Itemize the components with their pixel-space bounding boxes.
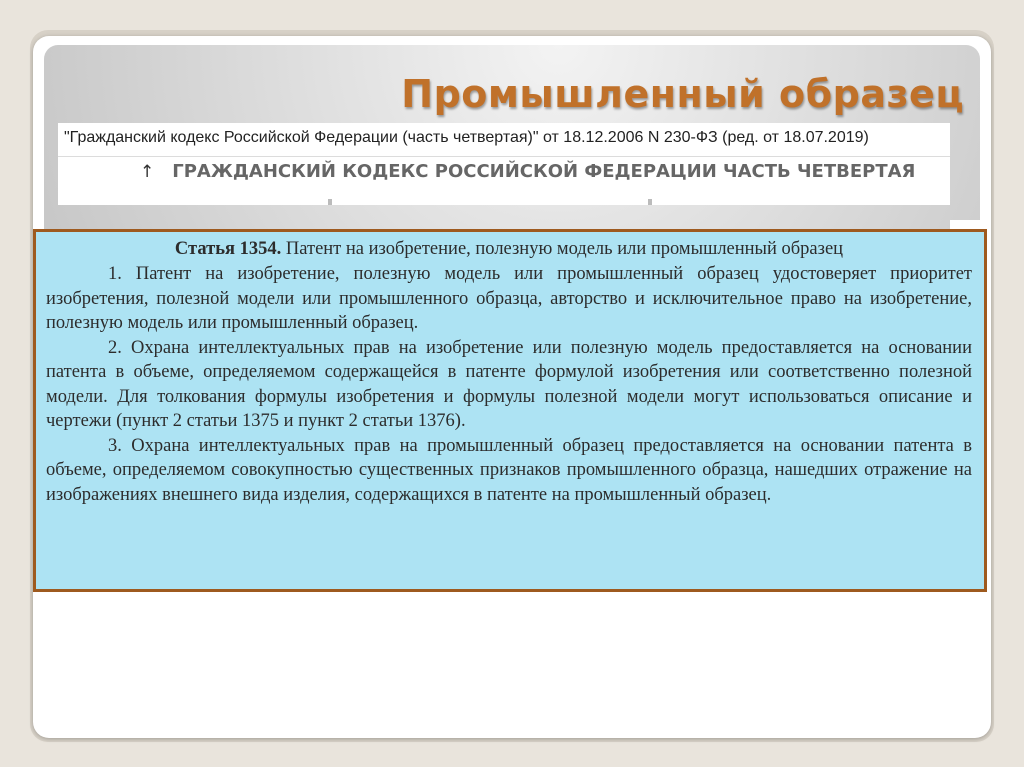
slide-title: Промышленный образец <box>401 72 964 116</box>
divider <box>58 156 950 157</box>
article-paragraph-2: 2. Охрана интеллектуальных прав на изобретение или полезную модель предоставляется на основании патента в объеме, определяемом содержащейся в патенте формулой изобретения или соответственно полезной модели. Для толкования формулы изобретения и формулы полезной модели могут использоваться описание и чертежи (пункт 2 статьи 1375 и пункт 2 статьи 1376). <box>46 337 972 431</box>
arrow-up-icon[interactable]: ↑ <box>140 162 155 182</box>
article-title-text: Патент на изобретение, полезную модель или промышленный образец <box>285 239 844 259</box>
document-heading: ГРАЖДАНСКИЙ КОДЕКС РОССИЙСКОЙ ФЕДЕРАЦИИ ЧАСТЬ ЧЕТВЕРТАЯ <box>172 161 916 182</box>
cropped-text-line <box>148 199 888 205</box>
article-paragraph-3: 3. Охрана интеллектуальных прав на промышленный образец предоставляется на основании патента в объеме, определяемом совокупностью существенных признаков промышленного образца, нашедших отражение на изображениях внешнего вида изделия, содержащихся в патенте на промышленный образец. <box>46 435 972 505</box>
document-screenshot <box>58 123 950 205</box>
article-paragraph-1: 1. Патент на изобретение, полезную модель или промышленный образец удостоверяет приоритет изобретения, полезной модели или промышленного образца, авторство и исключительное право на изобретение, полезную модель или промышленный образец. <box>46 264 972 333</box>
article-number: Статья 1354. <box>174 239 282 259</box>
document-reference: "Гражданский кодекс Российской Федерации (часть четвертая)" от 18.12.2006 N 230-ФЗ (ред. от 18.07.2019) <box>64 129 869 146</box>
article-box <box>33 229 987 592</box>
article-title <box>46 238 972 260</box>
document-heading-row <box>140 161 915 182</box>
